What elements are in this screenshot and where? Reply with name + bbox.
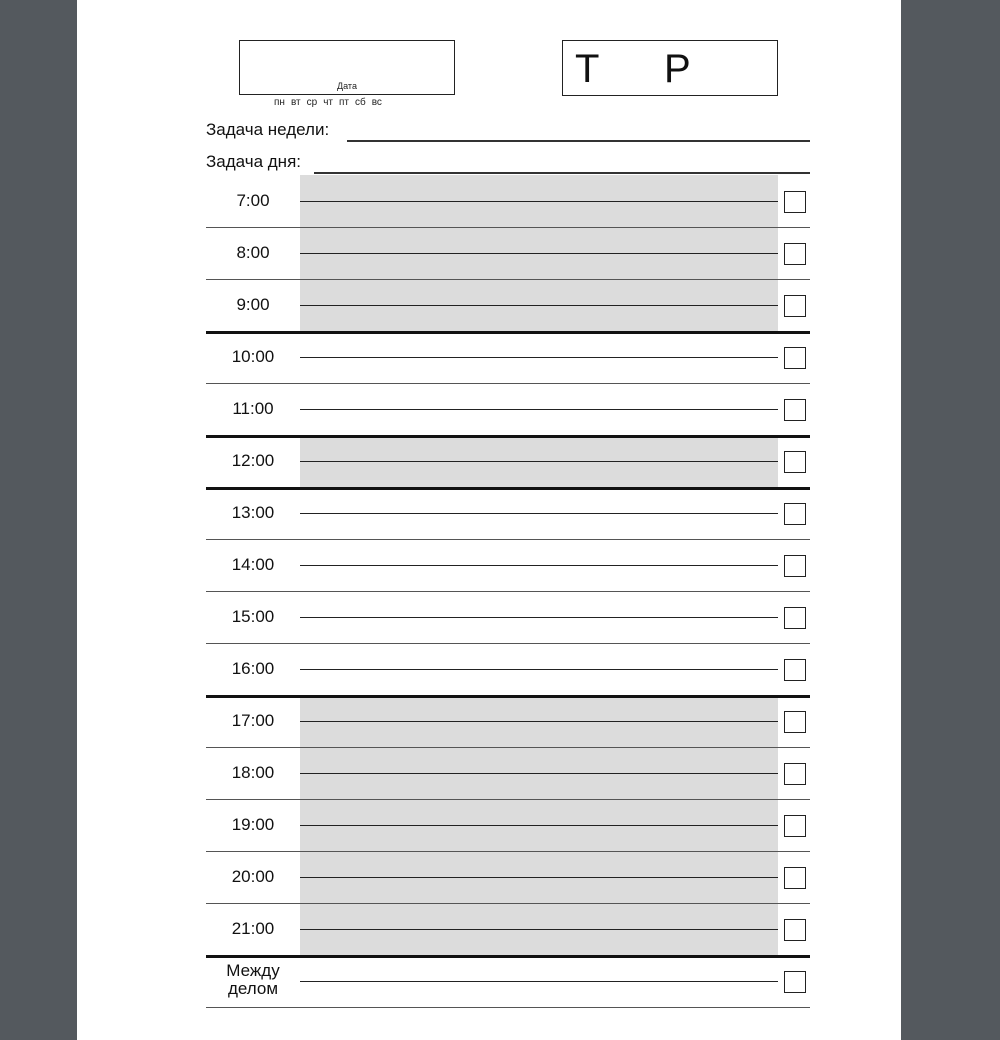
- writing-line[interactable]: [300, 617, 778, 618]
- writing-line[interactable]: [300, 305, 778, 306]
- row-separator: [206, 903, 810, 904]
- time-label: 13:00: [231, 503, 275, 522]
- time-label: 12:00: [231, 451, 275, 470]
- time-label: 21:00: [231, 919, 275, 938]
- writing-line[interactable]: [300, 773, 778, 774]
- letter-t: Т: [575, 47, 600, 91]
- time-label: 19:00: [231, 815, 275, 834]
- writing-line[interactable]: [300, 929, 778, 930]
- time-label: 8:00: [236, 243, 270, 262]
- task-checkbox[interactable]: [784, 451, 806, 473]
- writing-line[interactable]: [300, 721, 778, 722]
- writing-line[interactable]: [300, 825, 778, 826]
- in-between-label-line: делом: [227, 979, 279, 998]
- time-label: 15:00: [231, 607, 275, 626]
- weekday-sat[interactable]: сб: [354, 97, 366, 108]
- writing-line[interactable]: [300, 669, 778, 670]
- task-checkbox[interactable]: [784, 347, 806, 369]
- time-label: 17:00: [231, 711, 275, 730]
- in-between-label-line: Между: [226, 961, 280, 980]
- time-label: 16:00: [231, 659, 275, 678]
- time-label: 18:00: [231, 763, 275, 782]
- task-checkbox[interactable]: [784, 399, 806, 421]
- row-separator: [206, 227, 810, 228]
- date-label: Дата: [337, 81, 357, 91]
- time-label: 7:00: [236, 191, 270, 210]
- row-separator: [206, 435, 810, 438]
- row-separator: [206, 279, 810, 280]
- weekday-row: [274, 97, 388, 108]
- row-separator: [206, 487, 810, 490]
- task-checkbox[interactable]: [784, 815, 806, 837]
- task-checkbox[interactable]: [784, 191, 806, 213]
- row-separator: [206, 955, 810, 958]
- task-checkbox[interactable]: [784, 971, 806, 993]
- in-between-label: [206, 962, 300, 998]
- date-box[interactable]: [239, 40, 455, 95]
- writing-line[interactable]: [300, 565, 778, 566]
- writing-line[interactable]: [300, 201, 778, 202]
- row-separator: [206, 695, 810, 698]
- planner-page: [77, 0, 901, 1040]
- time-label: 20:00: [231, 867, 275, 886]
- weekly-task-label: Задача недели:: [206, 120, 330, 139]
- writing-line[interactable]: [300, 461, 778, 462]
- daily-task-line[interactable]: [314, 172, 810, 174]
- task-checkbox[interactable]: [784, 555, 806, 577]
- task-checkbox[interactable]: [784, 919, 806, 941]
- row-separator: [206, 851, 810, 852]
- task-checkbox[interactable]: [784, 607, 806, 629]
- tr-box[interactable]: [562, 40, 778, 96]
- writing-line[interactable]: [300, 981, 778, 982]
- time-label: 14:00: [231, 555, 275, 574]
- task-checkbox[interactable]: [784, 711, 806, 733]
- task-checkbox[interactable]: [784, 243, 806, 265]
- row-separator: [206, 539, 810, 540]
- row-separator: [206, 747, 810, 748]
- weekday-sun[interactable]: вс: [371, 97, 382, 108]
- task-checkbox[interactable]: [784, 659, 806, 681]
- writing-line[interactable]: [300, 513, 778, 514]
- weekday-fri[interactable]: пт: [338, 97, 349, 108]
- task-checkbox[interactable]: [784, 867, 806, 889]
- time-label: 11:00: [232, 399, 274, 418]
- time-label: 9:00: [236, 295, 270, 314]
- row-separator: [206, 331, 810, 334]
- weekday-mon[interactable]: пн: [274, 97, 285, 108]
- weekday-thu[interactable]: чт: [323, 97, 333, 108]
- row-separator: [206, 591, 810, 592]
- writing-line[interactable]: [300, 253, 778, 254]
- row-separator: [206, 383, 810, 384]
- weekday-wed[interactable]: ср: [306, 97, 318, 108]
- row-separator: [206, 799, 810, 800]
- time-label: 10:00: [231, 347, 275, 366]
- writing-line[interactable]: [300, 409, 778, 410]
- task-checkbox[interactable]: [784, 295, 806, 317]
- weekday-tue[interactable]: вт: [290, 97, 301, 108]
- task-checkbox[interactable]: [784, 763, 806, 785]
- row-separator: [206, 643, 810, 644]
- letter-r: Р: [664, 47, 691, 91]
- daily-task-label: Задача дня:: [206, 152, 301, 171]
- task-checkbox[interactable]: [784, 503, 806, 525]
- row-separator: [206, 1007, 810, 1008]
- writing-line[interactable]: [300, 877, 778, 878]
- weekly-task-line[interactable]: [347, 140, 810, 142]
- writing-line[interactable]: [300, 357, 778, 358]
